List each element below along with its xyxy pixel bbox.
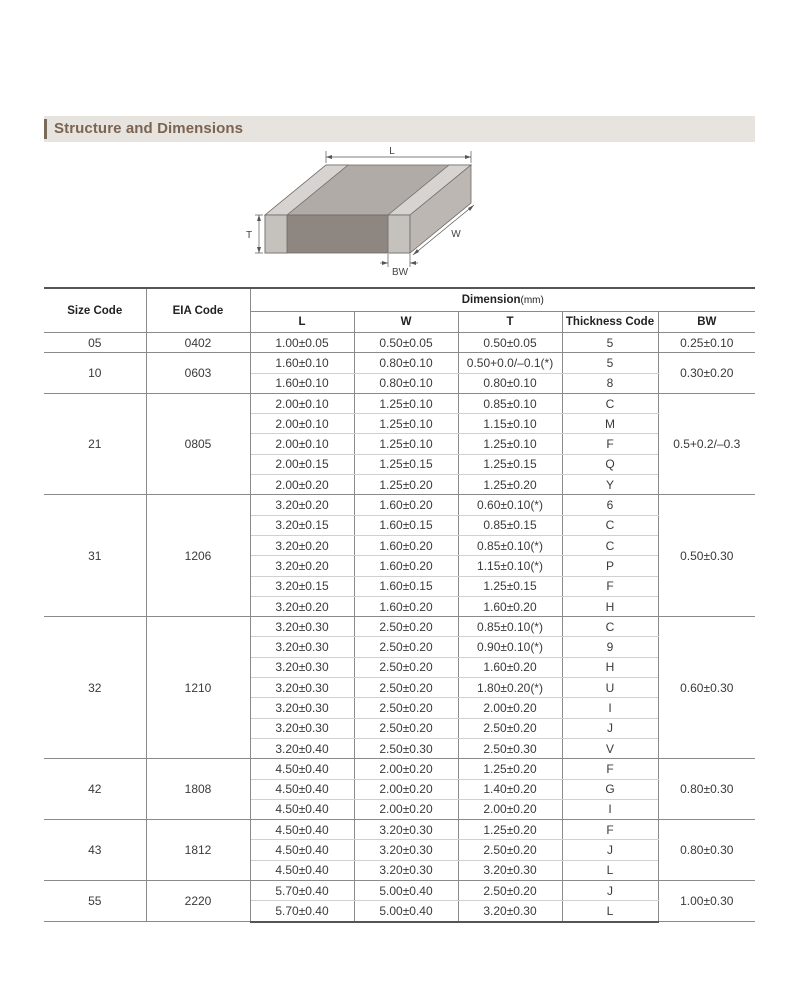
- cell-T: 2.50±0.20: [458, 840, 562, 860]
- cell-size-code: 05: [44, 333, 146, 353]
- section-header-accent-bar: [44, 119, 47, 139]
- table-row: [44, 393, 755, 413]
- cell-T: 0.85±0.10: [458, 393, 562, 413]
- cell-thickness-code: L: [562, 860, 658, 880]
- cell-W: 3.20±0.30: [354, 820, 458, 840]
- cell-L: 2.00±0.20: [250, 475, 354, 495]
- cell-W: 1.25±0.10: [354, 414, 458, 434]
- dimensions-table-body: [44, 333, 755, 922]
- cell-W: 2.50±0.20: [354, 637, 458, 657]
- cell-W: 5.00±0.40: [354, 881, 458, 901]
- cell-W: 1.60±0.15: [354, 515, 458, 535]
- cell-thickness-code: H: [562, 657, 658, 677]
- cell-L: 4.50±0.40: [250, 860, 354, 880]
- cell-thickness-code: 5: [562, 353, 658, 373]
- cell-thickness-code: F: [562, 576, 658, 596]
- cell-W: 1.25±0.10: [354, 393, 458, 413]
- cell-T: 1.25±0.20: [458, 475, 562, 495]
- header-BW: BW: [658, 312, 755, 333]
- cell-thickness-code: Y: [562, 475, 658, 495]
- cell-L: 1.00±0.05: [250, 333, 354, 353]
- cell-bw: 0.25±0.10: [658, 333, 755, 353]
- cell-T: 0.85±0.15: [458, 515, 562, 535]
- cell-T: 3.20±0.30: [458, 901, 562, 922]
- cell-W: 1.60±0.15: [354, 576, 458, 596]
- cell-size-code: 32: [44, 617, 146, 759]
- cell-W: 3.20±0.30: [354, 860, 458, 880]
- cell-size-code: 55: [44, 881, 146, 922]
- cell-L: 5.70±0.40: [250, 881, 354, 901]
- cell-L: 4.50±0.40: [250, 840, 354, 860]
- cell-thickness-code: P: [562, 556, 658, 576]
- header-eia-code: EIA Code: [146, 288, 250, 333]
- cell-size-code: 21: [44, 393, 146, 494]
- cell-thickness-code: H: [562, 596, 658, 616]
- cell-W: 1.60±0.20: [354, 556, 458, 576]
- cell-L: 3.20±0.20: [250, 556, 354, 576]
- cell-thickness-code: I: [562, 698, 658, 718]
- table-row: [44, 820, 755, 840]
- cell-bw: 1.00±0.30: [658, 881, 755, 922]
- table-row: [44, 617, 755, 637]
- cell-thickness-code: J: [562, 840, 658, 860]
- cell-W: 2.50±0.30: [354, 738, 458, 758]
- chip-dimension-diagram: [240, 145, 490, 280]
- cell-W: 5.00±0.40: [354, 901, 458, 922]
- cell-T: 1.60±0.20: [458, 657, 562, 677]
- cell-L: 4.50±0.40: [250, 820, 354, 840]
- header-dimension: [250, 288, 755, 312]
- cell-bw: 0.50±0.30: [658, 495, 755, 617]
- cell-L: 3.20±0.30: [250, 698, 354, 718]
- cell-T: 1.60±0.20: [458, 596, 562, 616]
- cell-T: 0.60±0.10(*): [458, 495, 562, 515]
- cell-T: 1.80±0.20(*): [458, 678, 562, 698]
- cell-W: 0.80±0.10: [354, 373, 458, 393]
- cell-thickness-code: J: [562, 881, 658, 901]
- cell-size-code: 42: [44, 759, 146, 820]
- header-thickness-code: Thickness Code: [562, 312, 658, 333]
- table-row: [44, 333, 755, 353]
- cell-L: 3.20±0.30: [250, 718, 354, 738]
- section-header: [44, 116, 755, 142]
- cell-W: 2.50±0.20: [354, 617, 458, 637]
- cell-T: 0.90±0.10(*): [458, 637, 562, 657]
- cell-L: 3.20±0.40: [250, 738, 354, 758]
- cell-thickness-code: Q: [562, 454, 658, 474]
- cell-thickness-code: 5: [562, 333, 658, 353]
- cell-W: 2.50±0.20: [354, 698, 458, 718]
- cell-W: 1.60±0.20: [354, 535, 458, 555]
- cell-thickness-code: C: [562, 515, 658, 535]
- cell-eia-code: 1210: [146, 617, 250, 759]
- cell-W: 1.25±0.10: [354, 434, 458, 454]
- cell-L: 2.00±0.10: [250, 434, 354, 454]
- cell-W: 2.00±0.20: [354, 759, 458, 779]
- table-row: [44, 495, 755, 515]
- cell-thickness-code: L: [562, 901, 658, 922]
- cell-eia-code: 1808: [146, 759, 250, 820]
- cell-thickness-code: I: [562, 799, 658, 819]
- cell-L: 2.00±0.10: [250, 393, 354, 413]
- diagram-label-BW: BW: [391, 267, 409, 278]
- cell-T: 2.00±0.20: [458, 799, 562, 819]
- cell-W: 2.50±0.20: [354, 657, 458, 677]
- cell-T: 3.20±0.30: [458, 860, 562, 880]
- cell-T: 2.50±0.30: [458, 738, 562, 758]
- cell-L: 5.70±0.40: [250, 901, 354, 922]
- cell-size-code: 10: [44, 353, 146, 394]
- cell-eia-code: 0603: [146, 353, 250, 394]
- cell-thickness-code: C: [562, 393, 658, 413]
- cell-W: 2.50±0.20: [354, 678, 458, 698]
- cell-eia-code: 0805: [146, 393, 250, 494]
- cell-T: 0.50+0.0/–0.1(*): [458, 353, 562, 373]
- cell-T: 1.25±0.20: [458, 820, 562, 840]
- cell-W: 1.60±0.20: [354, 596, 458, 616]
- cell-L: 4.50±0.40: [250, 759, 354, 779]
- cell-thickness-code: 9: [562, 637, 658, 657]
- cell-W: 1.25±0.15: [354, 454, 458, 474]
- cell-T: 1.25±0.15: [458, 576, 562, 596]
- cell-eia-code: 1206: [146, 495, 250, 617]
- cell-L: 4.50±0.40: [250, 799, 354, 819]
- cell-T: 1.40±0.20: [458, 779, 562, 799]
- cell-thickness-code: U: [562, 678, 658, 698]
- cell-L: 3.20±0.30: [250, 678, 354, 698]
- table-row: [44, 759, 755, 779]
- cell-L: 2.00±0.15: [250, 454, 354, 474]
- header-size-code: Size Code: [44, 288, 146, 333]
- cell-T: 1.15±0.10(*): [458, 556, 562, 576]
- chip-front-left-band: [265, 215, 287, 253]
- cell-L: 3.20±0.20: [250, 535, 354, 555]
- cell-bw: 0.30±0.20: [658, 353, 755, 394]
- cell-L: 3.20±0.20: [250, 495, 354, 515]
- cell-thickness-code: V: [562, 738, 658, 758]
- cell-T: 1.25±0.15: [458, 454, 562, 474]
- cell-thickness-code: F: [562, 820, 658, 840]
- header-W: W: [354, 312, 458, 333]
- diagram-label-L: L: [389, 146, 395, 157]
- cell-eia-code: 1812: [146, 820, 250, 881]
- cell-W: 2.50±0.20: [354, 718, 458, 738]
- table-row: [44, 353, 755, 373]
- cell-L: 3.20±0.30: [250, 657, 354, 677]
- cell-L: 3.20±0.30: [250, 637, 354, 657]
- cell-bw: 0.60±0.30: [658, 617, 755, 759]
- cell-thickness-code: C: [562, 617, 658, 637]
- cell-L: 3.20±0.20: [250, 596, 354, 616]
- cell-T: 1.25±0.10: [458, 434, 562, 454]
- diagram-label-T: T: [245, 230, 253, 241]
- cell-L: 1.60±0.10: [250, 373, 354, 393]
- header-dimension-label: Dimension: [461, 293, 521, 306]
- cell-thickness-code: 6: [562, 495, 658, 515]
- cell-T: 2.00±0.20: [458, 698, 562, 718]
- cell-W: 2.00±0.20: [354, 779, 458, 799]
- cell-L: 3.20±0.15: [250, 576, 354, 596]
- cell-W: 0.50±0.05: [354, 333, 458, 353]
- cell-W: 3.20±0.30: [354, 840, 458, 860]
- cell-W: 0.80±0.10: [354, 353, 458, 373]
- cell-bw: 0.5+0.2/–0.3: [658, 393, 755, 494]
- cell-thickness-code: J: [562, 718, 658, 738]
- cell-T: 0.85±0.10(*): [458, 535, 562, 555]
- cell-thickness-code: F: [562, 759, 658, 779]
- cell-size-code: 31: [44, 495, 146, 617]
- cell-T: 2.50±0.20: [458, 881, 562, 901]
- section-title: Structure and Dimensions: [54, 120, 244, 137]
- cell-eia-code: 0402: [146, 333, 250, 353]
- cell-L: 4.50±0.40: [250, 779, 354, 799]
- cell-T: 0.50±0.05: [458, 333, 562, 353]
- cell-L: 3.20±0.15: [250, 515, 354, 535]
- cell-thickness-code: 8: [562, 373, 658, 393]
- dimensions-table: [44, 287, 755, 923]
- cell-thickness-code: M: [562, 414, 658, 434]
- cell-T: 2.50±0.20: [458, 718, 562, 738]
- cell-T: 1.15±0.10: [458, 414, 562, 434]
- header-T: T: [458, 312, 562, 333]
- diagram-label-W: W: [451, 229, 461, 240]
- cell-bw: 0.80±0.30: [658, 820, 755, 881]
- cell-W: 2.00±0.20: [354, 799, 458, 819]
- cell-W: 1.25±0.20: [354, 475, 458, 495]
- cell-bw: 0.80±0.30: [658, 759, 755, 820]
- chip-front-right-band: [388, 215, 410, 253]
- cell-L: 2.00±0.10: [250, 414, 354, 434]
- cell-thickness-code: G: [562, 779, 658, 799]
- cell-T: 0.85±0.10(*): [458, 617, 562, 637]
- header-dimension-unit: (mm): [520, 294, 544, 306]
- header-L: L: [250, 312, 354, 333]
- cell-W: 1.60±0.20: [354, 495, 458, 515]
- cell-L: 3.20±0.30: [250, 617, 354, 637]
- cell-thickness-code: F: [562, 434, 658, 454]
- cell-T: 1.25±0.20: [458, 759, 562, 779]
- cell-T: 0.80±0.10: [458, 373, 562, 393]
- cell-L: 1.60±0.10: [250, 353, 354, 373]
- table-row: [44, 881, 755, 901]
- cell-thickness-code: C: [562, 535, 658, 555]
- cell-size-code: 43: [44, 820, 146, 881]
- cell-eia-code: 2220: [146, 881, 250, 922]
